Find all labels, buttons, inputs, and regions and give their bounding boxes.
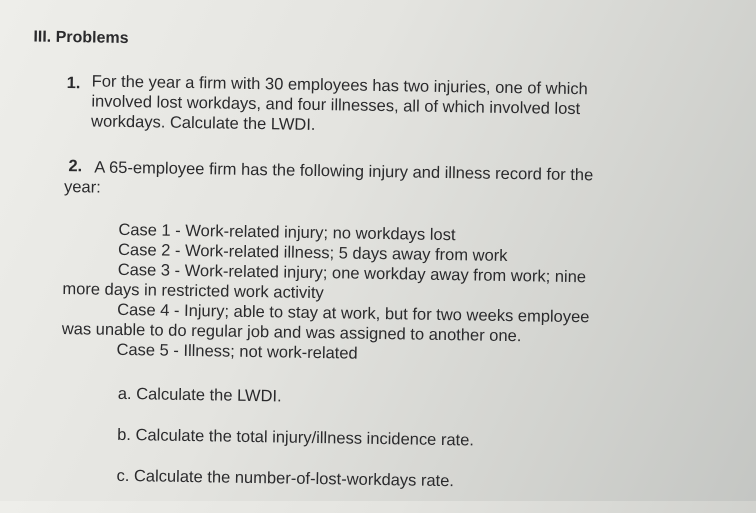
problem-1-line-3: workdays. Calculate the LWDI. [90,112,316,134]
question-c: c. Calculate the number-of-lost-workdays rate. [116,466,455,491]
case-4: Case 4 - Injury; able to stay at work, but for two weeks employee [117,300,590,327]
question-a: a. Calculate the LWDI. [117,384,282,406]
problem-1-line-1: For the year a firm with 30 employees has two injuries, one of which [91,72,588,99]
problem-2-intro-line-2: year: [63,178,101,197]
case-5: Case 5 - Illness; not work-related [116,340,358,363]
case-3-continued: more days in restricted work activity [62,280,324,303]
problem-1-line-2: involved lost workdays, and four illnesses, all of which involved lost [91,92,581,119]
problem-2-intro-line-1: A 65-employee firm has the following injury and illness record for the [94,158,594,185]
problem-1-number: 1. [66,74,81,93]
case-4-continued: was unable to do regular job and was assigned to another one. [61,320,522,346]
case-3: Case 3 - Work-related injury; one workday away from work; nine [117,260,587,287]
problem-2-number: 2. [68,157,83,176]
question-b: b. Calculate the total injury/illness incidence rate. [117,425,475,450]
case-1: Case 1 - Work-related injury; no workdays lost [118,220,456,245]
case-2: Case 2 - Work-related illness; 5 days away from work [117,240,508,266]
section-heading: III. Problems [33,28,129,48]
